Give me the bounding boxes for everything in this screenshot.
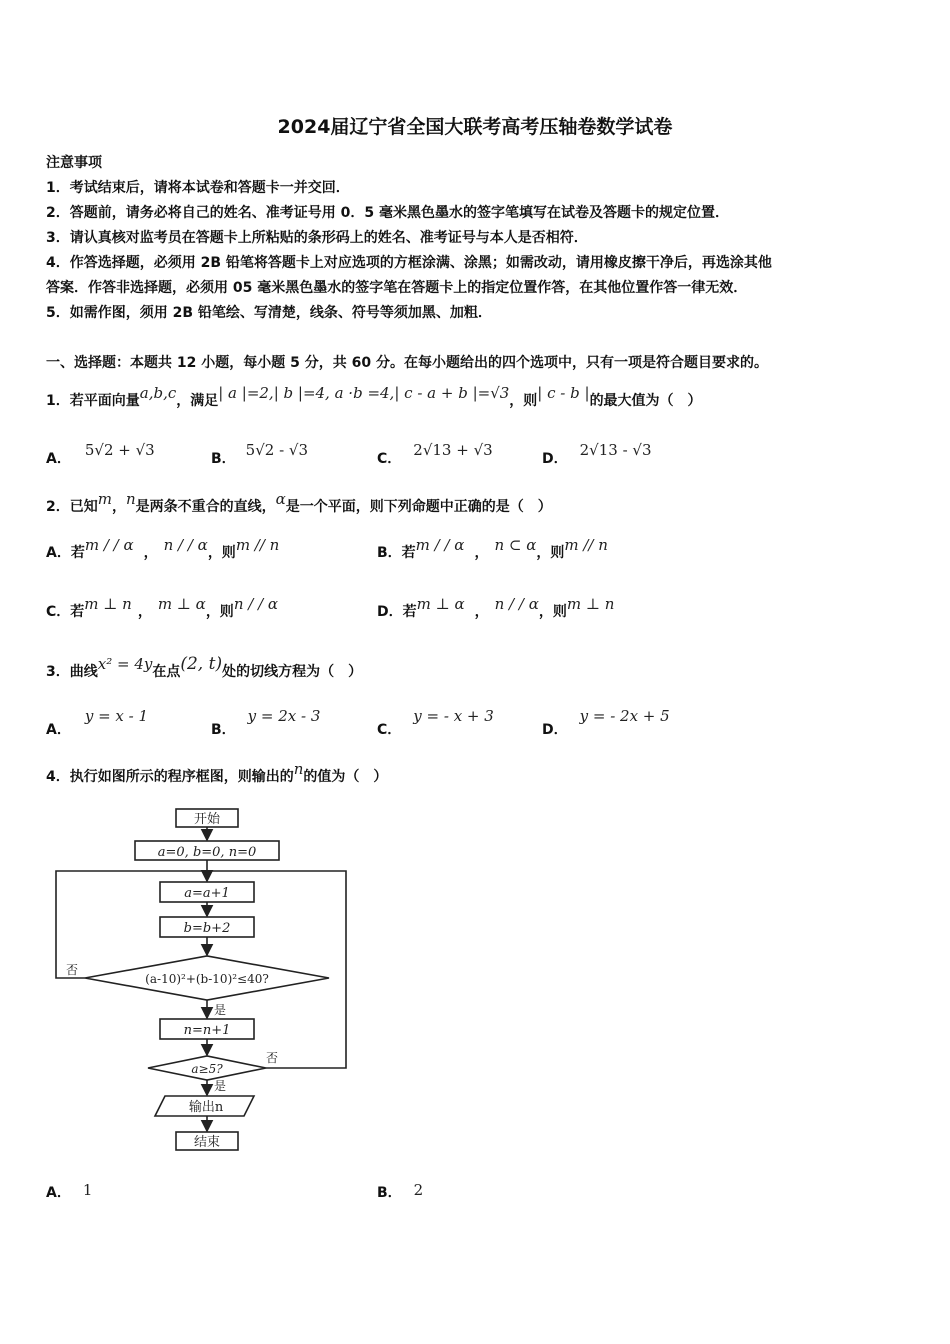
- flow-cond1-label: (a-10)²+(b-10)²≤40?: [145, 972, 269, 986]
- notice-line: 答案．作答非选择题，必须用 05 毫米黑色墨水的签字笔在答题卡上的指定位置作答，在其他位置作答一律无效．: [46, 280, 748, 296]
- q3-option-b: B．y = 2x - 3: [211, 707, 321, 738]
- q4-option-a: A． 1: [46, 1181, 93, 1201]
- flow-start-label: 开始: [193, 812, 221, 827]
- flow-yes1-label: 是: [214, 1003, 227, 1017]
- flow-end-label: 结束: [193, 1135, 221, 1150]
- notice-line: 2．答题前，请务必将自己的姓名、准考证号用 0．5 毫米黑色墨水的签字笔填写在试卷及答题卡的规定位置．: [46, 205, 729, 221]
- flow-no2-label: 否: [266, 1051, 279, 1065]
- question-1-stem: 1．若平面向量a,b,c，满足| a |=2,| b |=4, a ·b =4,| c - a + b |=√3，则| c - b |的最大值为（ ）: [46, 384, 702, 409]
- question-4-stem: 4．执行如图所示的程序框图，则输出的n的值为（ ）: [46, 760, 388, 785]
- q1-option-b: B． 5√2 - √3: [211, 441, 309, 467]
- q4-option-b: B． 2: [377, 1181, 424, 1201]
- flow-no1-label: 否: [66, 963, 79, 977]
- q3-option-a: A．y = x - 1: [46, 707, 149, 738]
- q3-option-d: D．y = - 2x + 5: [542, 707, 670, 738]
- notice-line: 5．如需作图，须用 2B 铅笔绘、写清楚，线条、符号等须加黑、加粗．: [46, 305, 492, 321]
- flow-step2-label: b=b+2: [183, 921, 231, 936]
- q1-option-d: D． 2√13 - √3: [542, 441, 652, 467]
- q1-option-a: A． 5√2 + √3: [46, 441, 155, 467]
- flow-init-label: a=0, b=0, n=0: [157, 845, 257, 860]
- q2-option-c: C．若m ⊥ n ， m ⊥ α，则n / / α: [46, 595, 279, 620]
- flow-output-label: 输出n: [188, 1100, 224, 1115]
- math-vectors: a,b,c: [139, 384, 177, 402]
- flow-cond2-label: a≥5?: [191, 1062, 223, 1076]
- q2-option-d: D．若m ⊥ α ， n / / α，则m ⊥ n: [377, 595, 615, 620]
- flow-step1-label: a=a+1: [184, 886, 230, 901]
- question-3-stem: 3．曲线x² = 4y在点(2, t)处的切线方程为（ ）: [46, 654, 363, 680]
- notice-line: 3．请认真核对监考员在答题卡上所粘贴的条形码上的姓名、准考证号与本人是否相符．: [46, 230, 588, 246]
- q3-option-c: C．y = - x + 3: [377, 707, 494, 738]
- q2-option-b: B．若m / / α ， n ⊂ α，则m // n: [377, 536, 608, 561]
- flow-yes2-label: 是: [214, 1079, 227, 1093]
- flow-step3-label: n=n+1: [183, 1023, 231, 1038]
- notice-line: 1．考试结束后，请将本试卷和答题卡一并交回．: [46, 180, 350, 196]
- math-expression: | c - b |: [537, 384, 590, 402]
- math-conditions: | a |=2,| b |=4, a ·b =4,| c - a + b |=√3: [218, 384, 510, 402]
- q2-option-a: A．若m / / α ， n / / α，则m // n: [46, 536, 280, 561]
- question-2-stem: 2．已知m，n是两条不重合的直线，α是一个平面，则下列命题中正确的是（ ）: [46, 490, 552, 515]
- notice-heading: 注意事项: [46, 155, 102, 171]
- notice-line: 4．作答选择题，必须用 2B 铅笔将答题卡上对应选项的方框涂满、涂黑；如需改动，请用橡皮擦干净后，再选涂其他: [46, 255, 772, 271]
- flow-loop-line: [56, 871, 205, 978]
- q1-option-c: C． 2√13 + √3: [377, 441, 493, 467]
- flowchart: [40, 800, 370, 1160]
- page-title: 2024届辽宁省全国大联考高考压轴卷数学试卷: [277, 116, 673, 138]
- section-heading: 一、选择题：本题共 12 小题，每小题 5 分，共 60 分。在每小题给出的四个选项中，只有一项是符合题目要求的。: [46, 355, 768, 371]
